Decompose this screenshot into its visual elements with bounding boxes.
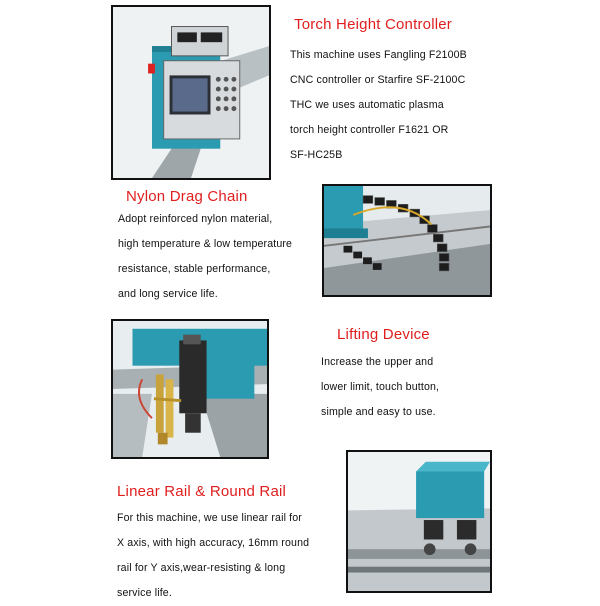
section-text-nylon-drag-chain xyxy=(118,207,292,307)
section-title-linear-rail-round-rail: Linear Rail & Round Rail xyxy=(117,483,287,500)
text-line: torch height controller F1621 OR xyxy=(290,124,449,136)
text-line: This machine uses Fangling F2100B xyxy=(290,49,467,61)
text-line: SF-HC25B xyxy=(290,149,343,161)
section-title-lifting-device: Lifting Device xyxy=(337,326,430,343)
text-line: service life. xyxy=(117,587,172,599)
text-line: THC we uses automatic plasma xyxy=(290,99,444,111)
section-text-linear-rail-round-rail xyxy=(117,506,309,606)
section-title-torch-height-controller: Torch Height Controller xyxy=(294,16,452,33)
lifting-device-photo xyxy=(111,319,269,459)
text-line: simple and easy to use. xyxy=(321,406,436,418)
text-line: and long service life. xyxy=(118,288,218,300)
nylon-drag-chain-photo xyxy=(322,184,492,297)
section-text-lifting-device xyxy=(321,350,439,425)
text-line: high temperature & low temperature xyxy=(118,238,293,250)
text-line: lower limit, touch button, xyxy=(321,381,440,393)
text-line: rail for Y axis,wear-resisting & long xyxy=(117,562,286,574)
text-line: X axis, with high accuracy, 16mm round xyxy=(117,537,310,549)
text-line: resistance, stable performance, xyxy=(118,263,271,275)
section-text-torch-height-controller xyxy=(290,43,467,168)
text-line: Increase the upper and xyxy=(321,356,434,368)
text-line: CNC controller or Starfire SF-2100C xyxy=(290,74,466,86)
text-line: For this machine, we use linear rail for xyxy=(117,512,302,524)
torch-height-controller-photo xyxy=(111,5,271,180)
linear-rail-round-rail-photo xyxy=(346,450,492,593)
text-line: Adopt reinforced nylon material, xyxy=(118,213,273,225)
section-title-nylon-drag-chain: Nylon Drag Chain xyxy=(126,188,248,205)
